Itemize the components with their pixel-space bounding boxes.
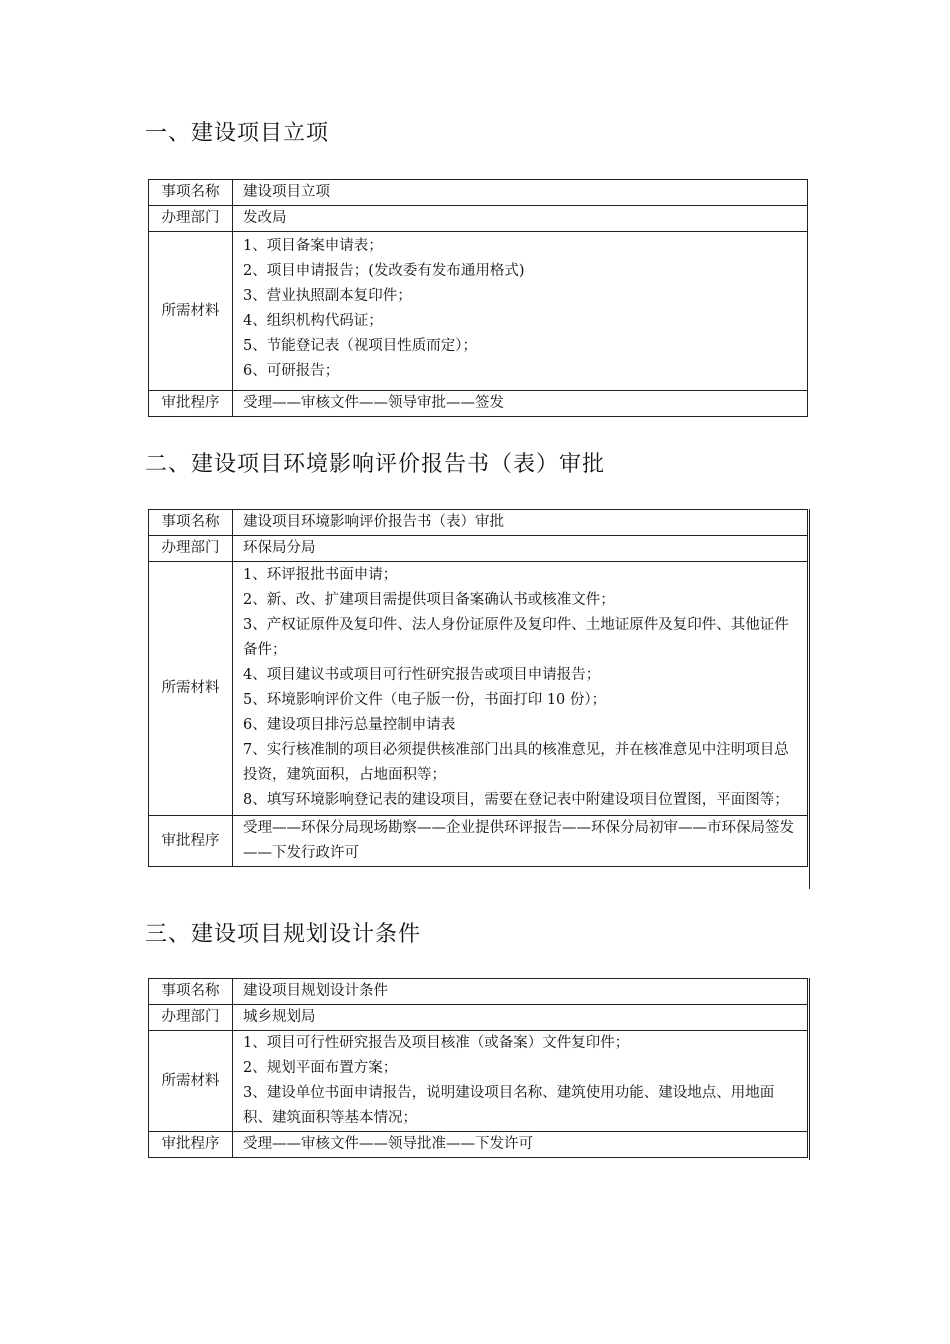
list-item: 3、产权证原件及复印件、法人身份证原件及复印件、土地证原件及复印件、其他证件备件； bbox=[243, 617, 789, 658]
table-row bbox=[149, 1031, 808, 1132]
list-item: 6、可研报告； bbox=[243, 363, 340, 379]
section-1-heading: 一、建设项目立项 bbox=[145, 121, 330, 146]
label-procedure: 审批程序 bbox=[149, 1132, 233, 1158]
label-materials: 所需材料 bbox=[149, 1031, 233, 1132]
list-item: 2、规划平面布置方案； bbox=[243, 1060, 398, 1076]
table-row bbox=[149, 816, 808, 867]
list-item: 1、环评报批书面申请； bbox=[243, 567, 398, 583]
label-department: 办理部门 bbox=[149, 206, 233, 232]
table-edge-line bbox=[809, 978, 810, 1160]
table-row bbox=[149, 232, 808, 391]
label-item-name: 事项名称 bbox=[149, 180, 233, 206]
table-row bbox=[149, 536, 808, 562]
procedure-value: 受理——环保分局现场勘察——企业提供环评报告——环保分局初审——市环保局签发——下发行政许可 bbox=[233, 816, 808, 867]
list-item: 8、填写环境影响登记表的建设项目，需要在登记表中附建设项目位置图，平面图等； bbox=[243, 792, 789, 808]
list-item: 3、建设单位书面申请报告，说明建设项目名称、建筑使用功能、建设地点、用地面积、建筑面积等基本情况； bbox=[243, 1085, 775, 1126]
item-name-value: 建设项目环境影响评价报告书（表）审批 bbox=[233, 510, 808, 536]
table-row bbox=[149, 510, 808, 536]
section-2-table bbox=[148, 509, 808, 867]
table-row bbox=[149, 1005, 808, 1031]
department-value: 发改局 bbox=[233, 206, 808, 232]
department-value: 环保局分局 bbox=[233, 536, 808, 562]
list-item: 1、项目可行性研究报告及项目核准（或备案）文件复印件； bbox=[243, 1035, 630, 1051]
list-item: 6、建设项目排污总量控制申请表 bbox=[243, 717, 456, 733]
table-row bbox=[149, 180, 808, 206]
table-row bbox=[149, 1132, 808, 1158]
materials-list bbox=[233, 232, 808, 391]
label-item-name: 事项名称 bbox=[149, 979, 233, 1005]
list-item: 1、项目备案申请表； bbox=[243, 238, 383, 254]
table-row bbox=[149, 391, 808, 417]
list-item: 4、组织机构代码证； bbox=[243, 313, 383, 329]
table-edge-line bbox=[809, 509, 810, 889]
label-procedure: 审批程序 bbox=[149, 391, 233, 417]
procedure-value: 受理——审核文件——领导审批——签发 bbox=[233, 391, 808, 417]
label-item-name: 事项名称 bbox=[149, 510, 233, 536]
list-item: 7、实行核准制的项目必须提供核准部门出具的核准意见，并在核准意见中注明项目总投资，建筑面积，占地面积等； bbox=[243, 742, 789, 783]
list-item: 3、营业执照副本复印件； bbox=[243, 288, 412, 304]
label-procedure: 审批程序 bbox=[149, 816, 233, 867]
department-value: 城乡规划局 bbox=[233, 1005, 808, 1031]
table-row bbox=[149, 206, 808, 232]
list-item: 2、新、改、扩建项目需提供项目备案确认书或核准文件； bbox=[243, 592, 615, 608]
procedure-value: 受理——审核文件——领导批准——下发许可 bbox=[233, 1132, 808, 1158]
item-name-value: 建设项目立项 bbox=[233, 180, 808, 206]
table-row bbox=[149, 562, 808, 816]
materials-list bbox=[233, 1031, 808, 1132]
label-materials: 所需材料 bbox=[149, 562, 233, 816]
section-3-heading: 三、建设项目规划设计条件 bbox=[145, 922, 422, 947]
materials-list bbox=[233, 562, 808, 816]
list-item: 4、项目建议书或项目可行性研究报告或项目申请报告； bbox=[243, 667, 601, 683]
section-2-heading: 二、建设项目环境影响评价报告书（表）审批 bbox=[145, 452, 606, 477]
label-materials: 所需材料 bbox=[149, 232, 233, 391]
label-department: 办理部门 bbox=[149, 1005, 233, 1031]
table-row bbox=[149, 979, 808, 1005]
label-department: 办理部门 bbox=[149, 536, 233, 562]
section-3-table bbox=[148, 978, 808, 1158]
item-name-value: 建设项目规划设计条件 bbox=[233, 979, 808, 1005]
list-item: 5、环境影响评价文件（电子版一份，书面打印 10 份）； bbox=[243, 692, 607, 708]
list-item: 5、节能登记表（视项目性质而定）； bbox=[243, 338, 477, 354]
section-1-table bbox=[148, 179, 808, 417]
list-item: 2、项目申请报告；(发改委有发布通用格式) bbox=[243, 263, 525, 279]
